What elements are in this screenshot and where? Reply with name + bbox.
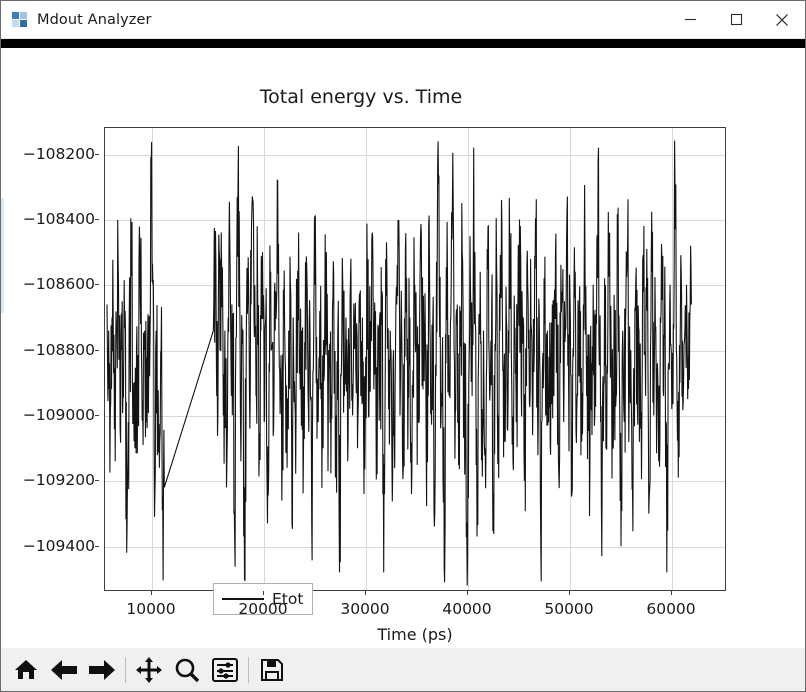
window-accent-band xyxy=(1,39,805,48)
y-tick-label: −108200 xyxy=(22,144,95,163)
y-tick-label: −108600 xyxy=(22,275,95,294)
zoom-button[interactable] xyxy=(168,651,206,689)
title-bar xyxy=(1,1,805,39)
x-tick-label: 20000 xyxy=(238,600,288,618)
legend-label: Etot xyxy=(272,590,304,608)
x-tick-label: 30000 xyxy=(340,600,390,618)
home-button[interactable] xyxy=(7,651,45,689)
y-tick-label: −109200 xyxy=(22,471,95,490)
x-tick-label: 50000 xyxy=(544,600,594,618)
y-tick-label: −108400 xyxy=(22,210,95,229)
toolbar-separator xyxy=(125,657,126,683)
x-axis-label: Time (ps) xyxy=(377,625,453,644)
matplotlib-figure[interactable] xyxy=(1,48,805,654)
y-tick-label: −109000 xyxy=(22,406,95,425)
save-button[interactable] xyxy=(253,651,291,689)
x-tick-label: 60000 xyxy=(646,600,696,618)
window-title: Mdout Analyzer xyxy=(37,11,152,28)
close-button[interactable] xyxy=(759,2,805,38)
x-tick-label: 40000 xyxy=(442,600,492,618)
pan-button[interactable] xyxy=(130,651,168,689)
energy-trace-line xyxy=(105,128,727,592)
back-button[interactable] xyxy=(45,651,83,689)
minimize-button[interactable] xyxy=(667,2,713,38)
y-tick-label: −108800 xyxy=(22,340,95,359)
app-logo-icon xyxy=(12,12,28,28)
y-axis-ticks xyxy=(1,127,95,591)
configure-subplots-button[interactable] xyxy=(206,651,244,689)
forward-button[interactable] xyxy=(83,651,121,689)
toolbar-separator xyxy=(248,657,249,683)
y-tick-label: −109400 xyxy=(22,536,95,555)
figure-area[interactable] xyxy=(1,48,805,647)
chart-title: Total energy vs. Time xyxy=(259,86,463,108)
maximize-button[interactable] xyxy=(713,2,759,38)
plot-axes[interactable] xyxy=(104,127,726,608)
x-tick-label: 10000 xyxy=(126,600,176,618)
